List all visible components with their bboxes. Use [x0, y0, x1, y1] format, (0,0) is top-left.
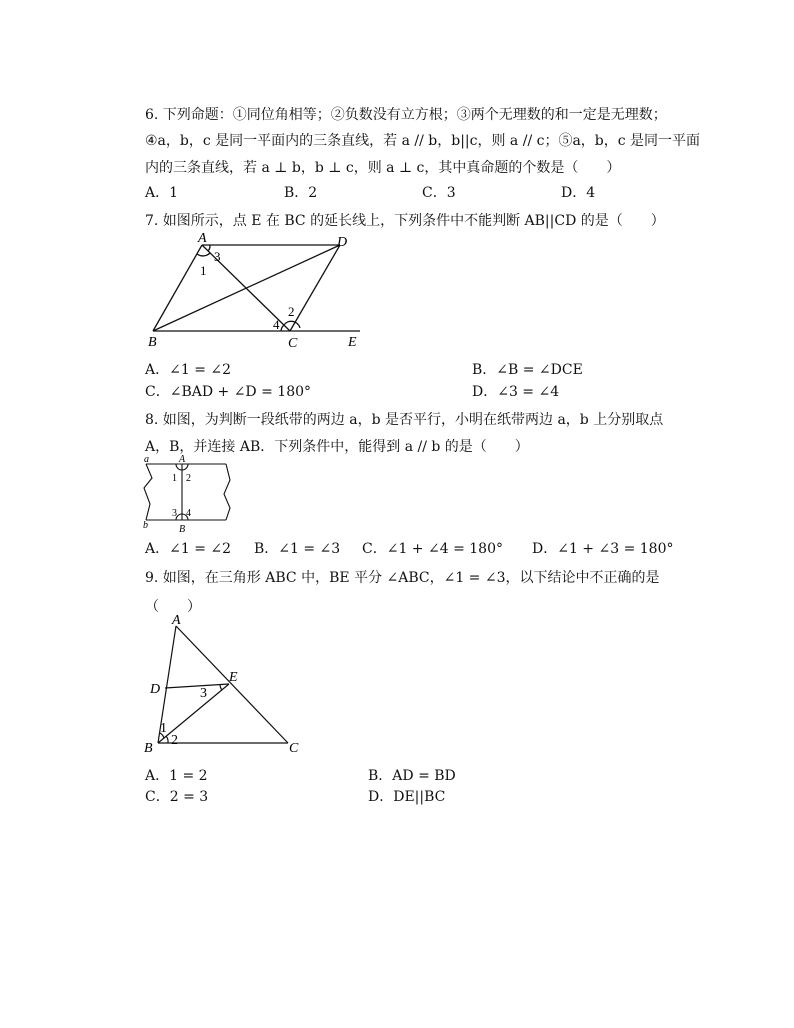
q9-label-2: 2	[171, 733, 178, 748]
q6-option-c: C．3	[422, 185, 456, 201]
q8-label-b-edge: b	[143, 520, 148, 531]
q9-figure	[140, 612, 310, 757]
q8-figure	[140, 454, 240, 534]
q8-label-a-edge: a	[144, 454, 149, 465]
q9-option-d: D．DE||BC	[368, 789, 446, 805]
q8-label-2: 2	[186, 473, 191, 484]
q7-figure	[140, 232, 380, 352]
q6-option-d: D．4	[561, 185, 596, 201]
q8-tear-right	[224, 464, 230, 520]
q7-label-4: 4	[273, 317, 280, 332]
q9-label-3: 3	[200, 686, 207, 701]
q9-label-d: D	[150, 682, 161, 697]
q9-label-a: A	[172, 613, 181, 628]
q8-tear-left	[144, 464, 152, 520]
q6-stem-line-2: ④a，b，c 是同一平面内的三条直线，若 a // b，b||c，则 a // c；⑤a，b，c 是同一平面	[145, 133, 701, 149]
q7-option-d: D．∠3 = ∠4	[472, 384, 560, 400]
q7-line-cd	[290, 245, 340, 331]
q8-label-point-b: B	[179, 524, 186, 535]
q7-option-b: B．∠B = ∠DCE	[472, 362, 583, 378]
q7-angle-arc-3	[208, 245, 210, 251]
q6-option-a: A．1	[145, 185, 179, 201]
q9-stem-line-2: （ ）	[145, 599, 201, 615]
q9-label-b: B	[144, 741, 153, 756]
q9-angle-arc-2	[166, 736, 168, 743]
q8-option-a: A．∠1 = ∠2	[145, 541, 232, 557]
q8-option-b: B．∠1 = ∠3	[254, 541, 341, 557]
q7-option-a: A．∠1 = ∠2	[145, 362, 232, 378]
q7-label-1: 1	[200, 263, 207, 278]
q7-label-3: 3	[214, 249, 221, 264]
q9-option-c: C．2 = 3	[145, 789, 209, 805]
q7-stem: 7. 如图所示，点 E 在 BC 的延长线上，下列条件中不能判断 AB||CD 的是（ ）	[145, 213, 665, 229]
q8-stem-line-2: A，B，并连接 AB．下列条件中，能得到 a // b 的是（ ）	[145, 439, 529, 455]
q8-label-point-a: A	[179, 454, 186, 465]
q8-option-d: D．∠1 + ∠3 = 180°	[532, 541, 674, 557]
q9-option-b: B．AD = BD	[368, 768, 456, 784]
q9-label-e: E	[229, 670, 238, 685]
q9-label-c: C	[289, 741, 299, 756]
q8-label-1: 1	[172, 473, 177, 484]
q7-label-a: A	[198, 231, 207, 246]
q7-label-2: 2	[288, 304, 295, 319]
q6-stem-line-3: 内的三条直线，若 a ⊥ b，b ⊥ c，则 a ⊥ c，其中真命题的个数是（ ）	[145, 160, 621, 176]
q9-stem-line-1: 9. 如图，在三角形 ABC 中，BE 平分 ∠ABC，∠1 = ∠3，以下结论中不正确的是	[145, 570, 660, 586]
q7-angle-arc-1	[197, 253, 210, 256]
q7-label-e: E	[348, 335, 357, 350]
q6-stem-line-1: 6. 下列命题：①同位角相等；②负数没有立方根；③两个无理数的和一定是无理数；	[145, 107, 667, 123]
q7-option-c: C．∠BAD + ∠D = 180°	[145, 384, 312, 400]
q9-label-1: 1	[160, 721, 167, 736]
q8-label-3: 3	[172, 508, 177, 519]
q7-label-c: C	[288, 336, 298, 351]
q7-line-ab	[153, 245, 202, 331]
q7-label-b: B	[148, 335, 157, 350]
q7-label-d: D	[337, 235, 348, 250]
q6-option-b: B．2	[284, 185, 318, 201]
q8-stem-line-1: 8. 如图，为判断一段纸带的两边 a，b 是否平行，小明在纸带两边 a，b 上分别取点	[145, 412, 664, 428]
q8-option-c: C．∠1 + ∠4 = 180°	[362, 541, 503, 557]
q8-label-4: 4	[186, 508, 191, 519]
q9-line-be	[158, 684, 229, 743]
q9-option-a: A．1 = 2	[145, 768, 208, 784]
q7-angle-arc-4	[281, 325, 284, 331]
